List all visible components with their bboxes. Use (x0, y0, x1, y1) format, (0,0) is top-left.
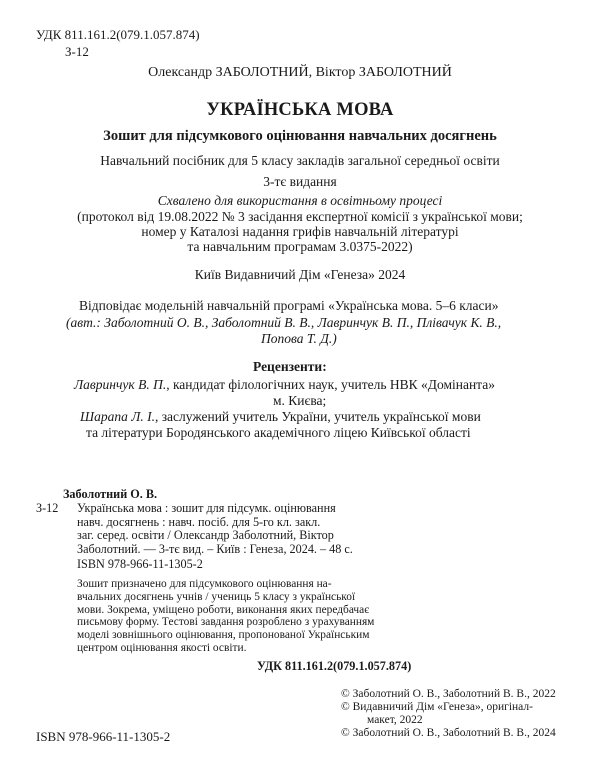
reviewer-2-line2: та літератури Бородянського академічного ліцею Київської області (86, 425, 471, 440)
reviewer-1-city: м. Києва; (273, 393, 327, 408)
card-bibliographic (77, 502, 353, 556)
reviewer-2-text: , заслужений учитель України, учитель української мови (154, 409, 481, 424)
approval-line: (протокол від 19.08.2022 № 3 засідання експертної комісії з української мови; (77, 209, 523, 224)
card-annotation (77, 578, 374, 655)
reviewer-2 (80, 409, 481, 425)
copyright-line: макет, 2022 (367, 714, 423, 726)
approval-heading: Схвалено для використання в освітньому процесі (157, 193, 443, 208)
approval-line: номер у Каталозі надання грифів навчальній літературі (141, 224, 459, 239)
footer-isbn: ISBN 978-966-11-1305-2 (36, 729, 171, 744)
reviewer-1 (74, 377, 495, 393)
annotation-line: центром оцінювання якості освіти. (77, 641, 247, 654)
card-udk: УДК 811.161.2(079.1.057.874) (257, 659, 412, 673)
card-code: З-12 (36, 501, 59, 515)
book-subtitle: Зошит для підсумкового оцінювання навчальних досягнень (103, 128, 497, 144)
program-line: Відповідає модельній навчальній програмі «Українська мова. 5–6 класи» (79, 298, 499, 313)
reviewers-heading: Рецензенти: (253, 359, 327, 374)
author-code-top: З-12 (65, 44, 89, 59)
udk-top: УДК 811.161.2(079.1.057.874) (36, 27, 200, 42)
edition: 3-тє видання (263, 174, 337, 189)
reviewer-2-name: Шарапа Л. І. (80, 409, 155, 424)
copyright-line: © Заболотний О. В., Заболотний В. В., 2022 (341, 688, 556, 700)
card-line: заг. серед. освіти / Олександр Заболотний, Віктор (77, 528, 334, 543)
annotation-line: вчальних досягнень учнів / учениць 5 класу з української (77, 590, 356, 603)
copyright-block (341, 688, 556, 740)
publisher-line: Київ Видавничий Дім «Генеза» 2024 (194, 267, 406, 282)
card-author: Заболотний О. В. (63, 487, 158, 501)
card-line: навч. досягнень : навч. посіб. для 5-го кл. закл. (77, 514, 321, 529)
annotation-line: Зошит призначено для підсумкового оцінювання на- (77, 578, 332, 590)
copyright-line: © Заболотний О. В., Заболотний В. В., 2024 (341, 727, 556, 739)
annotation-line: мови. Зокрема, уміщено роботи, виконання яких передбачає (77, 603, 370, 616)
reviewer-1-name: Лавринчук В. П. (74, 377, 167, 392)
card-isbn: ISBN 978-966-11-1305-2 (77, 557, 203, 571)
program-authors: Попова Т. Д.) (261, 331, 337, 346)
annotation-line: письмову форму. Тестові завдання розроблено з урахуванням (77, 616, 375, 629)
book-title: УКРАЇНСЬКА МОВА (206, 100, 394, 120)
card-line: Українська мова : зошит для підсумк. оцінювання (77, 501, 336, 515)
authors-line: Олександр ЗАБОЛОТНИЙ, Віктор ЗАБОЛОТНИЙ (148, 65, 452, 80)
program-authors: (авт.: Заболотний О. В., Заболотний В. В., Лавринчук В. П., Плівачук К. В., (66, 315, 502, 330)
copyright-line: © Видавничий Дім «Генеза», оригінал- (341, 701, 533, 713)
reviewer-1-text: , кандидат філологічних наук, учитель НВК «Домінанта» (166, 377, 495, 392)
annotation-line: моделі зовнішнього оцінювання, пропонованої Українським (77, 629, 370, 642)
book-description: Навчальний посібник для 5 класу закладів загальної середньої освіти (100, 153, 500, 168)
card-line: Заболотний. — 3-тє вид. – Київ : Генеза, 2024. – 48 с. (77, 541, 353, 556)
approval-line: та навчальним програмам 3.0375-2022) (187, 239, 413, 254)
